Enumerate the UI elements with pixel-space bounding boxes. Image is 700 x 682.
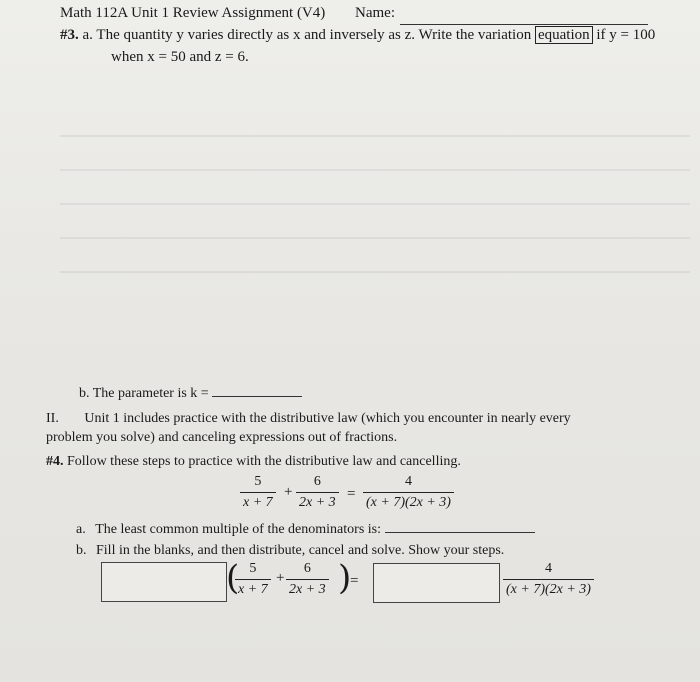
name-label: Name: — [355, 5, 395, 21]
q4-number: #4. — [46, 454, 64, 469]
q4a-text: The least common multiple of the denominators is: — [95, 522, 381, 537]
course-title: Math 112A Unit 1 Review Assignment (V4) — [60, 5, 326, 21]
section-ii-text-1: Unit 1 includes practice with the distributive law (which you encounter in nearly every — [84, 411, 571, 426]
boxed-word-equation: equation — [535, 26, 593, 44]
q3a-letter: a. — [82, 27, 93, 43]
q3-part-a — [60, 27, 655, 44]
work-fraction-2-den: 2x + 3 — [286, 579, 329, 598]
work-fraction-1-den: x + 7 — [235, 579, 271, 598]
show-through-texture — [60, 105, 690, 295]
q4b-text: Fill in the blanks, and then distribute, cancel and solve. Show your steps. — [96, 543, 505, 558]
work-fraction-1 — [235, 561, 271, 598]
eq-fraction-1-den: x + 7 — [240, 492, 276, 511]
multiplier-answer-box[interactable] — [101, 562, 227, 602]
q4b-letter: b. — [76, 543, 87, 558]
lcm-blank[interactable] — [385, 532, 535, 533]
q3a-text: The quantity y varies directly as x and inversely as z. Write the variation — [96, 27, 532, 43]
eq-fraction-1-num: 5 — [254, 474, 262, 489]
q3b-label: b. The parameter is k = — [79, 386, 209, 401]
q3-number: #3. — [60, 27, 79, 43]
section-ii-line-1 — [46, 411, 571, 427]
work-fraction-2-num: 6 — [303, 561, 311, 576]
parameter-k-blank[interactable] — [212, 396, 302, 397]
eq-fraction-3 — [363, 474, 454, 511]
left-paren: ( — [226, 558, 240, 598]
work-fraction-2 — [286, 561, 329, 598]
section-ii-numeral: II. — [46, 411, 59, 426]
work-fraction-3-den: (x + 7)(2x + 3) — [503, 579, 594, 598]
q4-part-b — [76, 543, 504, 559]
eq-fraction-3-num: 4 — [404, 474, 412, 489]
q4-part-a — [76, 522, 535, 538]
eq-equals-sign: = — [347, 486, 356, 502]
right-paren: ) — [338, 558, 352, 598]
name-field-line[interactable] — [400, 24, 648, 25]
work-equals-sign: = — [350, 573, 359, 589]
work-fraction-3-num: 4 — [544, 561, 552, 576]
eq-fraction-3-den: (x + 7)(2x + 3) — [363, 492, 454, 511]
eq-fraction-1 — [240, 474, 276, 511]
q4-instruction — [46, 454, 461, 470]
eq-plus-sign: + — [284, 484, 293, 500]
work-fraction-3 — [503, 561, 594, 598]
multiplier-answer-box-right[interactable] — [373, 563, 500, 603]
eq-fraction-2 — [296, 474, 339, 511]
eq-fraction-2-num: 6 — [313, 474, 321, 489]
q3a-condition: if y = 100 — [596, 27, 656, 43]
work-plus-sign: + — [276, 570, 285, 586]
q3a-condition-line-2: when x = 50 and z = 6. — [111, 49, 249, 65]
section-ii-line-2: problem you solve) and canceling expressions out of fractions. — [46, 430, 398, 445]
work-fraction-1-num: 5 — [249, 561, 257, 576]
q3-part-b — [79, 386, 302, 402]
q4-text: Follow these steps to practice with the distributive law and cancelling. — [67, 454, 461, 469]
q4a-letter: a. — [76, 522, 86, 537]
eq-fraction-2-den: 2x + 3 — [296, 492, 339, 511]
